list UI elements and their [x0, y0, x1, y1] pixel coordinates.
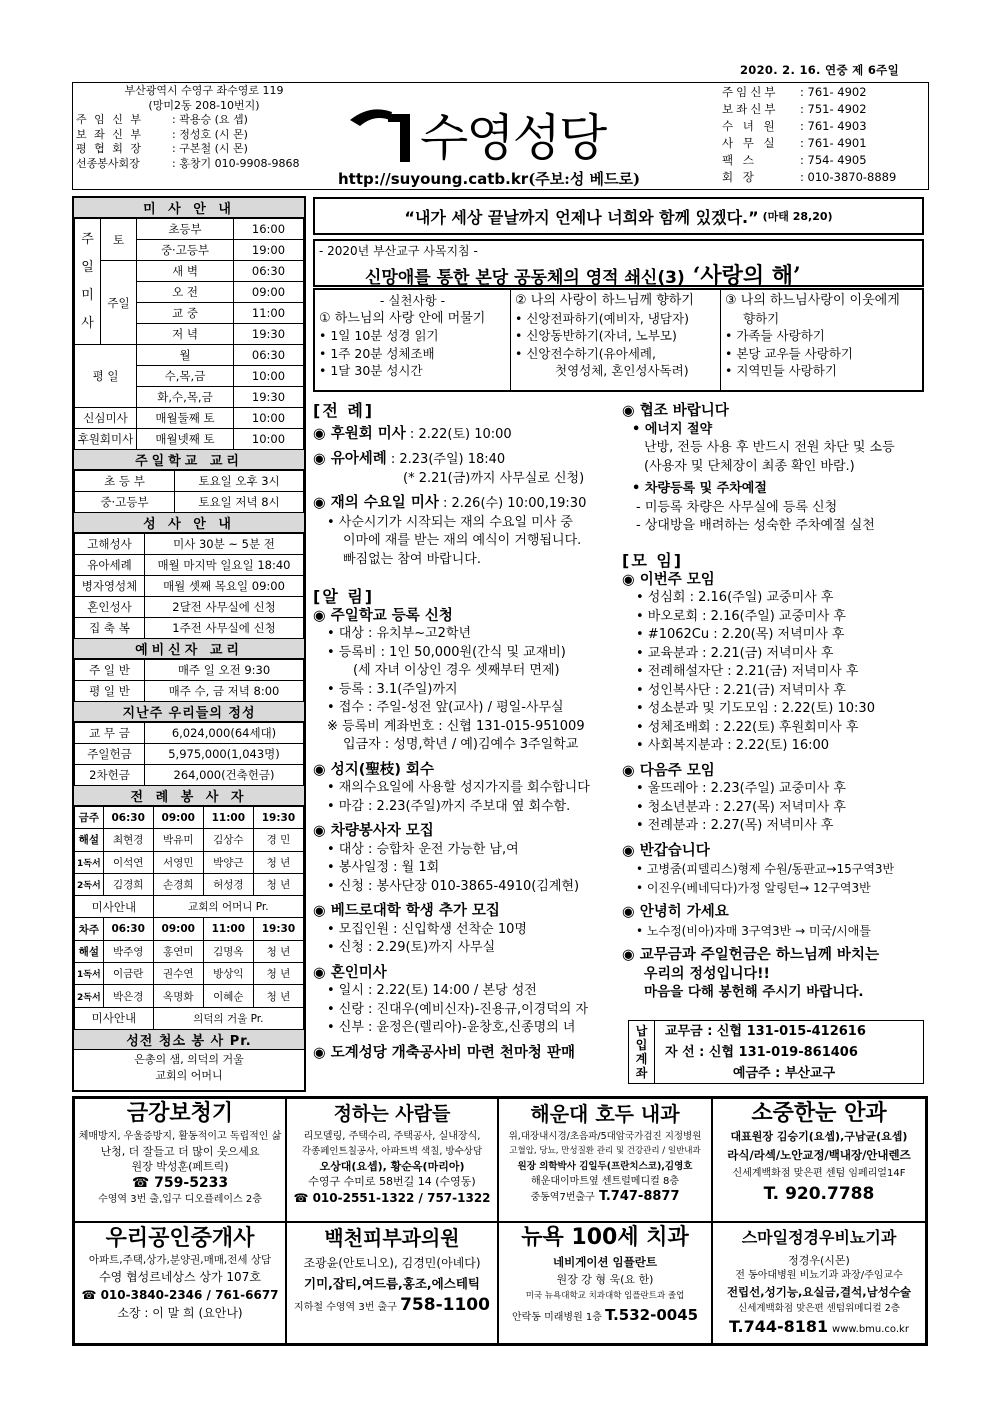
contact-row: 보좌신부 : 751- 4902	[722, 102, 867, 116]
mass-schedule-table: 주일미사 토 초등부 16:00 중·고등부 19:00 주일 새 벽 06:30 오 전 09:00 교 중 11:00 저 녁 19:30 평 일 월 06:30 수,목,금 10:00 화,수,목,금 19:30 신심미사 매월둘째 토 10:00 후원회미사 매월넷째 토 10:00	[74, 218, 304, 450]
cleaning-groups: 은총의 샘, 의덕의 거울 교회의 어머니	[134, 1052, 244, 1082]
staff-row: 선종봉사회장 : 홍창기 010-9908-9868	[76, 156, 300, 170]
schedule-sidebar	[72, 196, 306, 1092]
advertisements	[72, 1096, 928, 1346]
offering-title: 지난주 우리들의 정성	[74, 702, 304, 722]
issue-date: 2020. 2. 16. 연중 제 6주일	[740, 63, 899, 77]
practice-col-3: ③ 나의 하느님사랑이 이웃에게 향하기 • 가족들 사랑하기 • 본당 교우들 사랑하기 • 지역민들 사랑하기	[725, 293, 900, 378]
ad-internal-medicine: 해운대 호두 내과 위,대장내시경/초음파/5대암국가검진 지정병원 고혈압, 당뇨, 만성질환 관리 및 건강관리 / 일반내과 원장 의학박사 김일두(프란치스코),김영호 해운대이마트옆 센트럴메디컬 8층 중동역7번출구 T.747-8877	[498, 1098, 712, 1222]
theme-title: 신망애를 통한 본당 공동체의 영적 쇄신(3) ‘사랑의 해’	[365, 263, 801, 289]
ad-urology: 스마일정경우비뇨기과 정경우(시몬) 전 동아대병원 비뇨기과 과장/주임교수 전립선,성기능,요실금,결석,남성수술 신세계백화점 맞은편 센텀위메디컬 2층 T.744-8181 www.bmu.co.kr	[712, 1222, 926, 1344]
cleaning-title: 성전 청소 봉 사 Pr.	[74, 1030, 304, 1050]
catechumen-table: 주 일 반 매주 일 오전 9:30 평 일 반 매주 수, 금 저녁 8:00	[74, 659, 304, 702]
address-line: (망미2동 208-10번지)	[148, 98, 260, 112]
notice-section: [알 림] ◉ 주일학교 등록 신청 • 대상 : 유치부~고2학년 • 등록비 : 1인 50,000원(간식 및 교재비) (세 자녀 이상인 경우 셋째부터 면제) • 등록 : 3.1(주일)까지 • 접수 : 주일-성전 앞(교사) / 평일-사무실 ※ 등록비 계좌번호 : 신협 131-015-951009 입금자 : 성명,학년 / 예)김예수 3주일학교 ◉ 성지(聖枝) 회수 • 재의수요일에 사용할 성지가지를 회수합니다 • 마감 : 2.23(주일)까지 주보대 옆 회수함. ◉ 차량봉사자 모집 • 대상 : 승합차 운전 가능한 남,여 • 봉사일정 : 월 1회 • 신청 : 봉사단장 010-3865-4910(김계현) ◉ 베드로대학 학생 추가 모집 • 모집인원 : 신입학생 선착순 10명 • 신청 : 2.29(토)까지 사무실 ◉ 혼인미사 • 일시 : 2.22(토) 14:00 / 본당 성전 • 신랑 : 진대우(예비신자)-진용규,이경덕의 자 • 신부 : 윤정은(렐리아)-윤창호,신종명의 녀 ◉ 도계성당 개축공사비 마련 천마청 판매	[313, 587, 590, 1061]
mass-schedule-title: 미 사 안 내	[74, 198, 304, 218]
website-link[interactable]: http://suyoung.catb.kr(주보:성 베드로)	[338, 170, 641, 188]
ad-dental: 뉴욕 100세 치과 네비게이션 임플란트 원장 강 형 욱(요 한) 미국 뉴욕대학교 치과대학 임플란트과 졸업 안락동 미래병원 1층 T.532-0045	[498, 1222, 712, 1344]
liturgy-section: [전 례] ◉ 후원회 미사 : 2.22(토) 10:00 ◉ 유아세례 : 2.23(주일) 18:40 (* 2.21(금)까지 사무실로 신청) ◉ 재의 수요일 미사 : 2.26(수) 10:00,19:30 • 사순시기가 시작되는 재의 수요일 미사 중 이마에 재를 받는 재의 예식이 거행됩니다. 빠짐없는 참여 바랍니다.	[313, 401, 587, 567]
contact-list	[722, 84, 927, 186]
practice-col-1: - 실천사항 - ① 하느님의 사랑 안에 머물기 • 1일 10분 성경 읽기 • 1주 20분 성체조배 • 1달 30분 성시간	[315, 290, 511, 390]
practice-col-2: ② 나의 사랑이 하느님께 향하기 • 신앙전파하기(예비자, 냉담자) • 신앙동반하기(자녀, 노부모) • 신앙전수하기(유아세례, 첫영성체, 혼인성사독려)	[511, 290, 721, 390]
contact-row: 주임신부 : 761- 4902	[722, 85, 867, 99]
ad-interior: 정하는 사람들 리모델링, 주택수리, 주택공사, 실내장식, 각종페인트칠공사, 아파트벽 색칠, 방수상담 오상대(요셉), 황순옥(마리아) 수영구 수미로 58번길 14 (수영동) ☎ 010-2551-1322 / 757-1322	[286, 1098, 498, 1222]
offering-table: 교 무 금 6,024,000(64세대) 주일헌금 5,975,000(1,043명) 2차헌금 264,000(건축헌금)	[74, 722, 304, 786]
parish-name-logo: 수영성당	[420, 109, 606, 167]
catechumen-title: 예비신자 교리	[74, 639, 304, 659]
address-line: 부산광역시 수영구 좌수영로 119	[124, 84, 284, 97]
sunday-school-title: 주일학교 교리	[74, 450, 304, 470]
cooperation-section: ◉ 협조 바랍니다 • 에너지 절약 난방, 전등 사용 후 반드시 전원 차단 및 소등 (사용자 및 단체장이 최종 확인 바람.) • 차량등록 및 주차예절 - 미등록 차량은 사무실에 등록 신청 - 상대방을 배려하는 성숙한 주차예절 실천	[622, 403, 895, 533]
sacrament-title: 성 사 안 내	[74, 513, 304, 533]
staff-row: 평 협 회 장 : 구본철 (시 몬)	[76, 142, 248, 155]
ad-real-estate: 우리공인중개사 아파트,주택,상가,분양권,매매,전세 상담 수영 협성르네상스 상가 107호 ☎ 010-3840-2346 / 761-6677 소장 : 이 말 희 (요안나)	[74, 1222, 286, 1344]
patron-saint: (주보:성 베드로)	[528, 170, 641, 188]
ad-eye-clinic: 소중한눈 안과 대표원장 김승기(요셉),구남균(요셉) 라식/라섹/노안교정/백내장/안내렌즈 신세계백화점 맞은편 센텀 임페리얼14F T. 920.7788	[712, 1098, 926, 1222]
ad-dermatology: 백천피부과의원 조광윤(안토니오), 김경민(아녜다) 기미,잡티,여드름,홍조,에스테틱 지하철 수영역 3번 출구 758-1100	[286, 1222, 498, 1344]
contact-row: 사 무 실 : 761- 4901	[722, 136, 867, 150]
contact-row: 수 녀 원 : 761- 4903	[722, 119, 867, 133]
practice-box	[313, 288, 924, 392]
bank-account-box: 납 입 계 좌 교무금 : 신협 131-015-412616 자 선 : 신협 131-019-861406 예금주 : 부산교구	[628, 1020, 924, 1084]
sunday-mass-label: 주일미사	[75, 219, 101, 345]
meeting-section: [모 임] ◉ 이번주 모임 • 성심회 : 2.16(주일) 교중미사 후 • 바오로회 : 2.16(주일) 교중미사 후 • #1062Cu : 2.20(목) 저녁미사 후 • 교육분과 : 2.21(금) 저녁미사 후 • 전례해설자단 : 2.21(금) 저녁미사 후 • 성인복사단 : 2.21(금) 저녁미사 후 • 성소분과 및 기도모임 : 2.22(토) 10:30 • 성체조배회 : 2.22(토) 후원회미사 후 • 사회복지분과 : 2.22(토) 16:00 ◉ 다음주 모임 • 울뜨레아 : 2.23(주일) 교중미사 후 • 청소년분과 : 2.27(목) 저녁미사 후 • 전례분과 : 2.27(목) 저녁미사 후 ◉ 반갑습니다 • 고병줌(피델리스)형제 수원/동판교→15구역3반 • 이진우(베네딕다)가정 알링턴→ 12구역3반 ◉ 안녕히 가세요 • 노수정(비아)자매 3구역3반 → 미국/시애틀 ◉ 교무금과 주일헌금은 하느님께 바치는 우리의 정성입니다!! 마음을 다해 봉헌해 주시기 바랍니다.	[622, 551, 895, 1000]
sunday-school-table: 초 등 부 토요일 오후 3시 중·고등부 토요일 저녁 8시	[74, 470, 304, 513]
parish-info	[76, 84, 332, 171]
ministers-title: 전 례 봉 사 자	[74, 786, 304, 806]
pastoral-theme: - 2020년 부산교구 사목지침 - 신망애를 통한 본당 공동체의 영적 쇄신(3) ‘사랑의 해’	[313, 239, 924, 287]
ad-hearing-aid: 금강보청기 체매방지, 우울증방지, 활동적이고 독립적인 삶 난청, 더 잘들고 더 많이 웃으세요 원장 박성훈(페트릭) ☎ 759-5233 수영역 3번 출,입구 디오플레이스 2층	[74, 1098, 286, 1222]
scripture-quote: “내가 세상 끝날까지 언제나 너희와 함께 있겠다.” (마태 28,20)	[313, 197, 924, 235]
staff-row: 주 임 신 부 : 곽용승 (요 셉)	[76, 113, 248, 126]
contact-row: 팩 스 : 754- 4905	[722, 153, 867, 167]
ministers-this-week-table: 금주 06:30 09:00 11:00 19:30 해설 최현경 박유미 김상수 경 민 1독서 이석연 서영민 박양근 청 년 2독서 김경희 손경희 허성경 청 년 미사안내 교회의 어머니 Pr. 차주 06:30 09:00 11:00 19:30 해설 박주영 홍연미 김명옥 청 년 1독서 이금란 권수연 방상익 청 년 2독서 박은경 옥명화 이혜순 청 년 미사안내 의덕의 거울 Pr.	[74, 806, 304, 1030]
staff-row: 보 좌 신 부 : 정성호 (시 몬)	[76, 127, 248, 141]
contact-row: 회 장 : 010-3870-8889	[722, 170, 897, 184]
sacrament-table: 고해성사 미사 30분 ~ 5분 전 유아세례 매월 마지막 일요일 18:40 병자영성체 매월 셋째 목요일 09:00 혼인성사 2달전 사무실에 신청 집 축 복 1주전 사무실에 신청	[74, 533, 304, 639]
